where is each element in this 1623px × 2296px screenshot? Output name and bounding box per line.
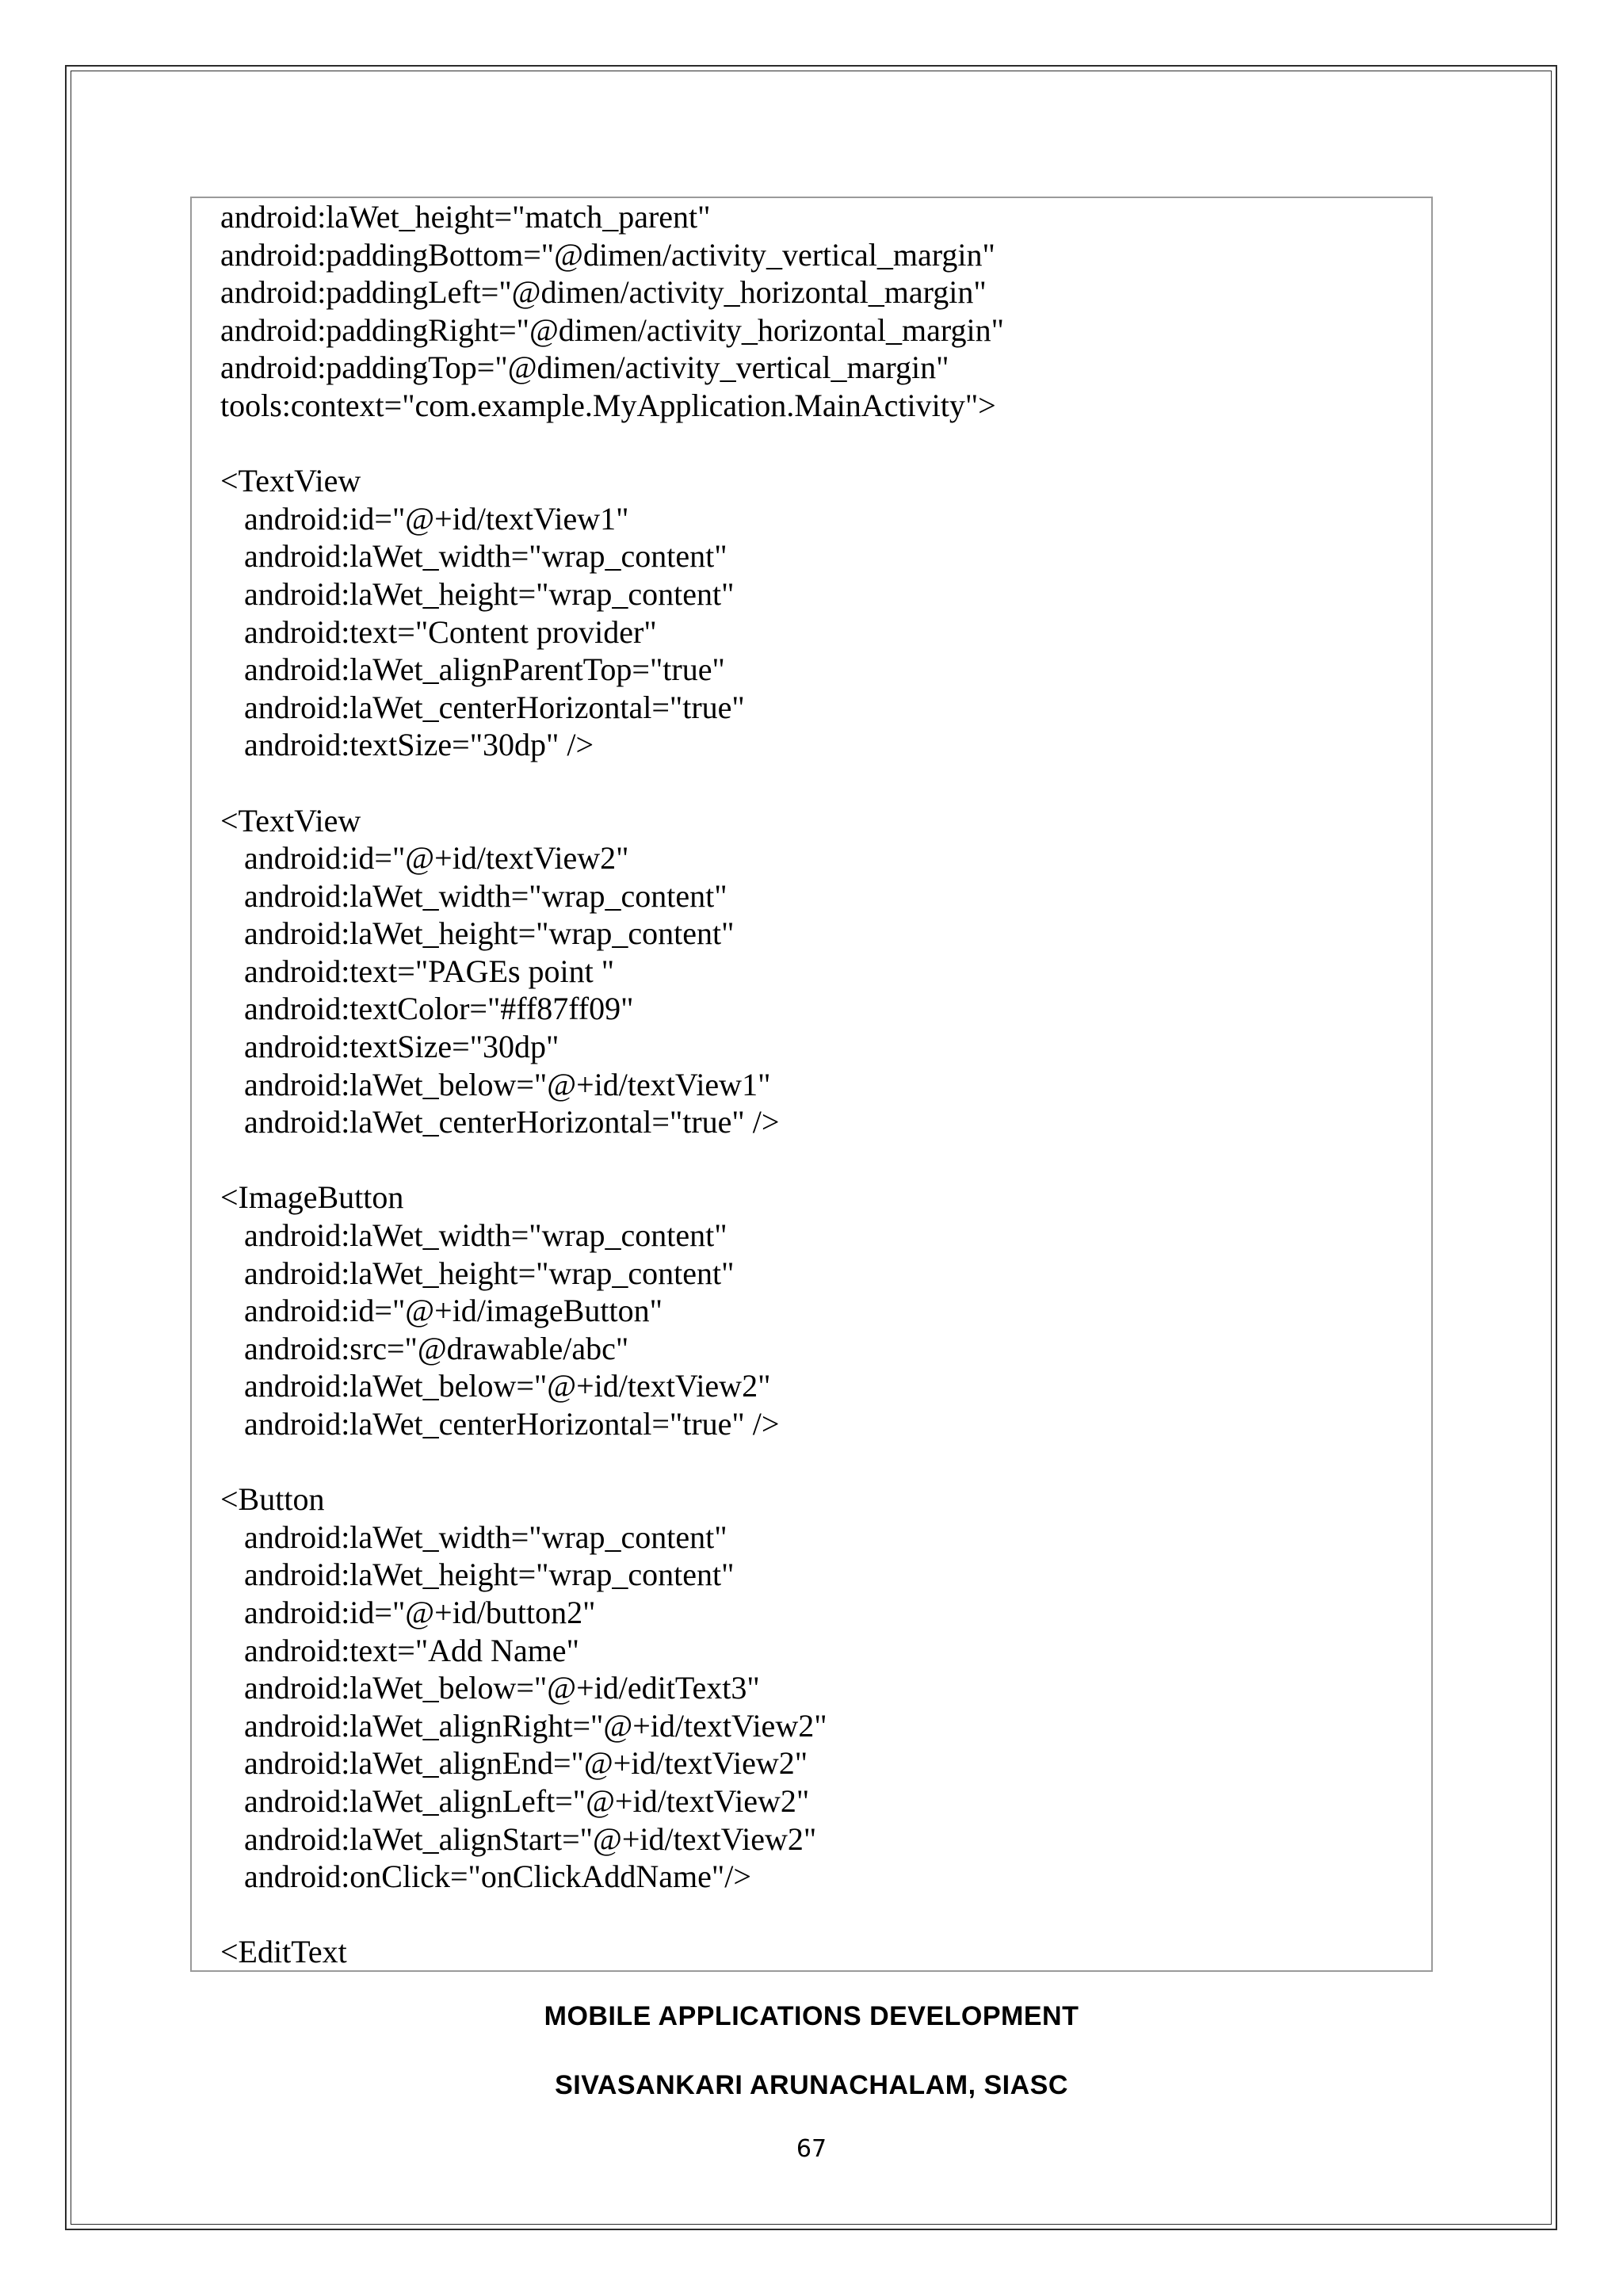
- code-line: android:laWet_centerHorizontal="true": [220, 689, 745, 725]
- code-line: [220, 764, 1004, 802]
- code-line: android:textColor="#ff87ff09": [220, 991, 634, 1027]
- footer-course-title: MOBILE APPLICATIONS DEVELOPMENT: [544, 2001, 1079, 2031]
- code-line: android:laWet_centerHorizontal="true" />: [220, 1406, 780, 1442]
- code-line: [220, 1443, 1004, 1481]
- code-line: android:text="PAGEs point ": [220, 953, 615, 989]
- code-line: android:laWet_height="wrap_content": [220, 915, 735, 952]
- code-line: android:laWet_width="wrap_content": [220, 1519, 727, 1555]
- code-line: android:paddingTop="@dimen/activity_vertical_margin": [220, 350, 949, 386]
- code-line: android:laWet_height="wrap_content": [220, 1255, 735, 1291]
- code-line: android:laWet_height="match_parent": [220, 199, 711, 235]
- code-line: android:laWet_below="@+id/textView1": [220, 1066, 771, 1102]
- code-line: android:laWet_width="wrap_content": [220, 538, 727, 575]
- code-line: android:laWet_centerHorizontal="true" />: [220, 1104, 780, 1140]
- code-line: android:laWet_alignRight="@+id/textView2": [220, 1707, 827, 1744]
- code-line: android:textSize="30dp" />: [220, 727, 594, 763]
- code-line: android:text="Content provider": [220, 613, 657, 650]
- code-line: android:laWet_width="wrap_content": [220, 877, 727, 914]
- code-line: android:laWet_height="wrap_content": [220, 575, 735, 612]
- code-line: android:paddingBottom="@dimen/activity_vertical_margin": [220, 236, 995, 273]
- code-line: android:laWet_height="wrap_content": [220, 1557, 735, 1593]
- code-line: android:id="@+id/imageButton": [220, 1293, 663, 1329]
- code-line: android:laWet_alignLeft="@+id/textView2": [220, 1782, 810, 1819]
- code-line: android:laWet_below="@+id/editText3": [220, 1670, 760, 1706]
- code-line: android:laWet_below="@+id/textView2": [220, 1368, 771, 1404]
- code-line: android:laWet_alignStart="@+id/textView2": [220, 1820, 817, 1857]
- code-line: android:id="@+id/textView1": [220, 500, 629, 537]
- code-line: android:id="@+id/textView2": [220, 840, 629, 877]
- code-line: <EditText: [220, 1934, 347, 1970]
- code-line: android:textSize="30dp": [220, 1029, 559, 1065]
- code-line: android:laWet_width="wrap_content": [220, 1217, 727, 1254]
- code-line: tools:context="com.example.MyApplication.MainActivity">: [220, 387, 996, 423]
- code-line: android:src="@drawable/abc": [220, 1330, 629, 1366]
- code-listing: [220, 198, 1004, 1971]
- footer-author: SIVASANKARI ARUNACHALAM, SIASC: [555, 2070, 1068, 2100]
- code-line: [220, 425, 1004, 463]
- code-line: android:id="@+id/button2": [220, 1594, 596, 1630]
- page-number: 67: [796, 2135, 827, 2163]
- code-line: android:paddingLeft="@dimen/activity_horizontal_margin": [220, 274, 987, 311]
- code-line: [220, 1896, 1004, 1934]
- code-line: android:text="Add Name": [220, 1632, 579, 1668]
- code-line: android:onClick="onClickAddName"/>: [220, 1859, 751, 1895]
- code-line: <ImageButton: [220, 1179, 404, 1216]
- code-line: <Button: [220, 1481, 325, 1518]
- code-line: <TextView: [220, 463, 361, 499]
- code-line: android:paddingRight="@dimen/activity_horizontal_margin": [220, 311, 1004, 348]
- code-line: android:laWet_alignParentTop="true": [220, 651, 725, 688]
- code-line: android:laWet_alignEnd="@+id/textView2": [220, 1745, 808, 1782]
- code-line: [220, 1141, 1004, 1179]
- code-line: <TextView: [220, 802, 361, 839]
